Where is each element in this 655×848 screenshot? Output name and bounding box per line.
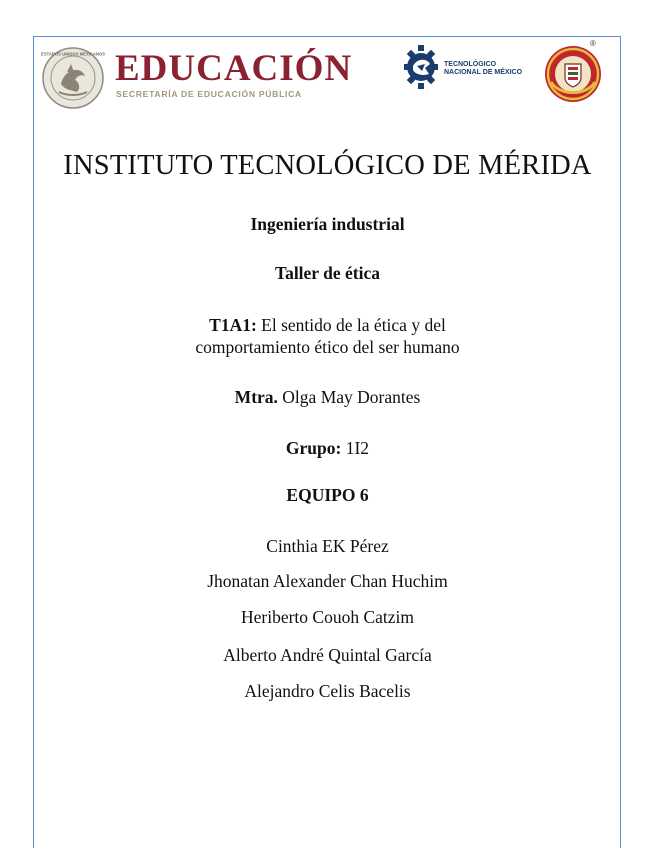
logo-header	[0, 0, 655, 120]
institution-name: INSTITUTO TECNOLÓGICO DE MÉRIDA	[63, 150, 592, 181]
team-member: Jhonatan Alexander Chan Huchim	[207, 571, 448, 591]
sep-subtitle: SECRETARÍA DE EDUCACIÓN PÚBLICA	[116, 89, 302, 99]
teacher-label: Mtra.	[234, 387, 278, 407]
course: Taller de ética	[275, 263, 380, 283]
group-value: 1I2	[345, 438, 370, 458]
teacher-name: Olga May Dorantes	[282, 387, 421, 407]
team-member: Heriberto Couoh Catzim	[240, 607, 415, 627]
team-title: EQUIPO 6	[286, 485, 369, 505]
gear-tecnm-icon	[403, 44, 439, 90]
registered-mark: ®	[590, 39, 596, 48]
team-member: Cinthia EK Pérez	[266, 536, 389, 556]
team-member: Alberto André Quintal García	[223, 645, 432, 665]
itm-seal-icon	[543, 44, 603, 104]
assignment-title-line1: El sentido de la ética y del	[261, 315, 446, 335]
teacher	[0, 386, 655, 408]
assignment-line1	[0, 314, 655, 336]
career: Ingeniería industrial	[250, 214, 405, 234]
team-member: Alejandro Celis Bacelis	[244, 681, 411, 701]
mexican-coat-of-arms-icon	[41, 46, 105, 110]
tecnm-line1: TECNOLÓGICO	[444, 61, 497, 68]
group	[0, 437, 655, 459]
assignment-label: T1A1:	[209, 315, 257, 335]
assignment	[0, 314, 655, 358]
seal-text: ESTADOS UNIDOS MEXICANOS	[41, 51, 105, 57]
tecnm-line2: NACIONAL DE MÉXICO	[444, 69, 523, 76]
assignment-title-line2: comportamiento ético del ser humano	[195, 337, 460, 357]
tecnm-wordmark	[444, 61, 544, 77]
group-label: Grupo:	[285, 438, 342, 458]
sep-wordmark: EDUCACIÓN	[115, 48, 353, 89]
